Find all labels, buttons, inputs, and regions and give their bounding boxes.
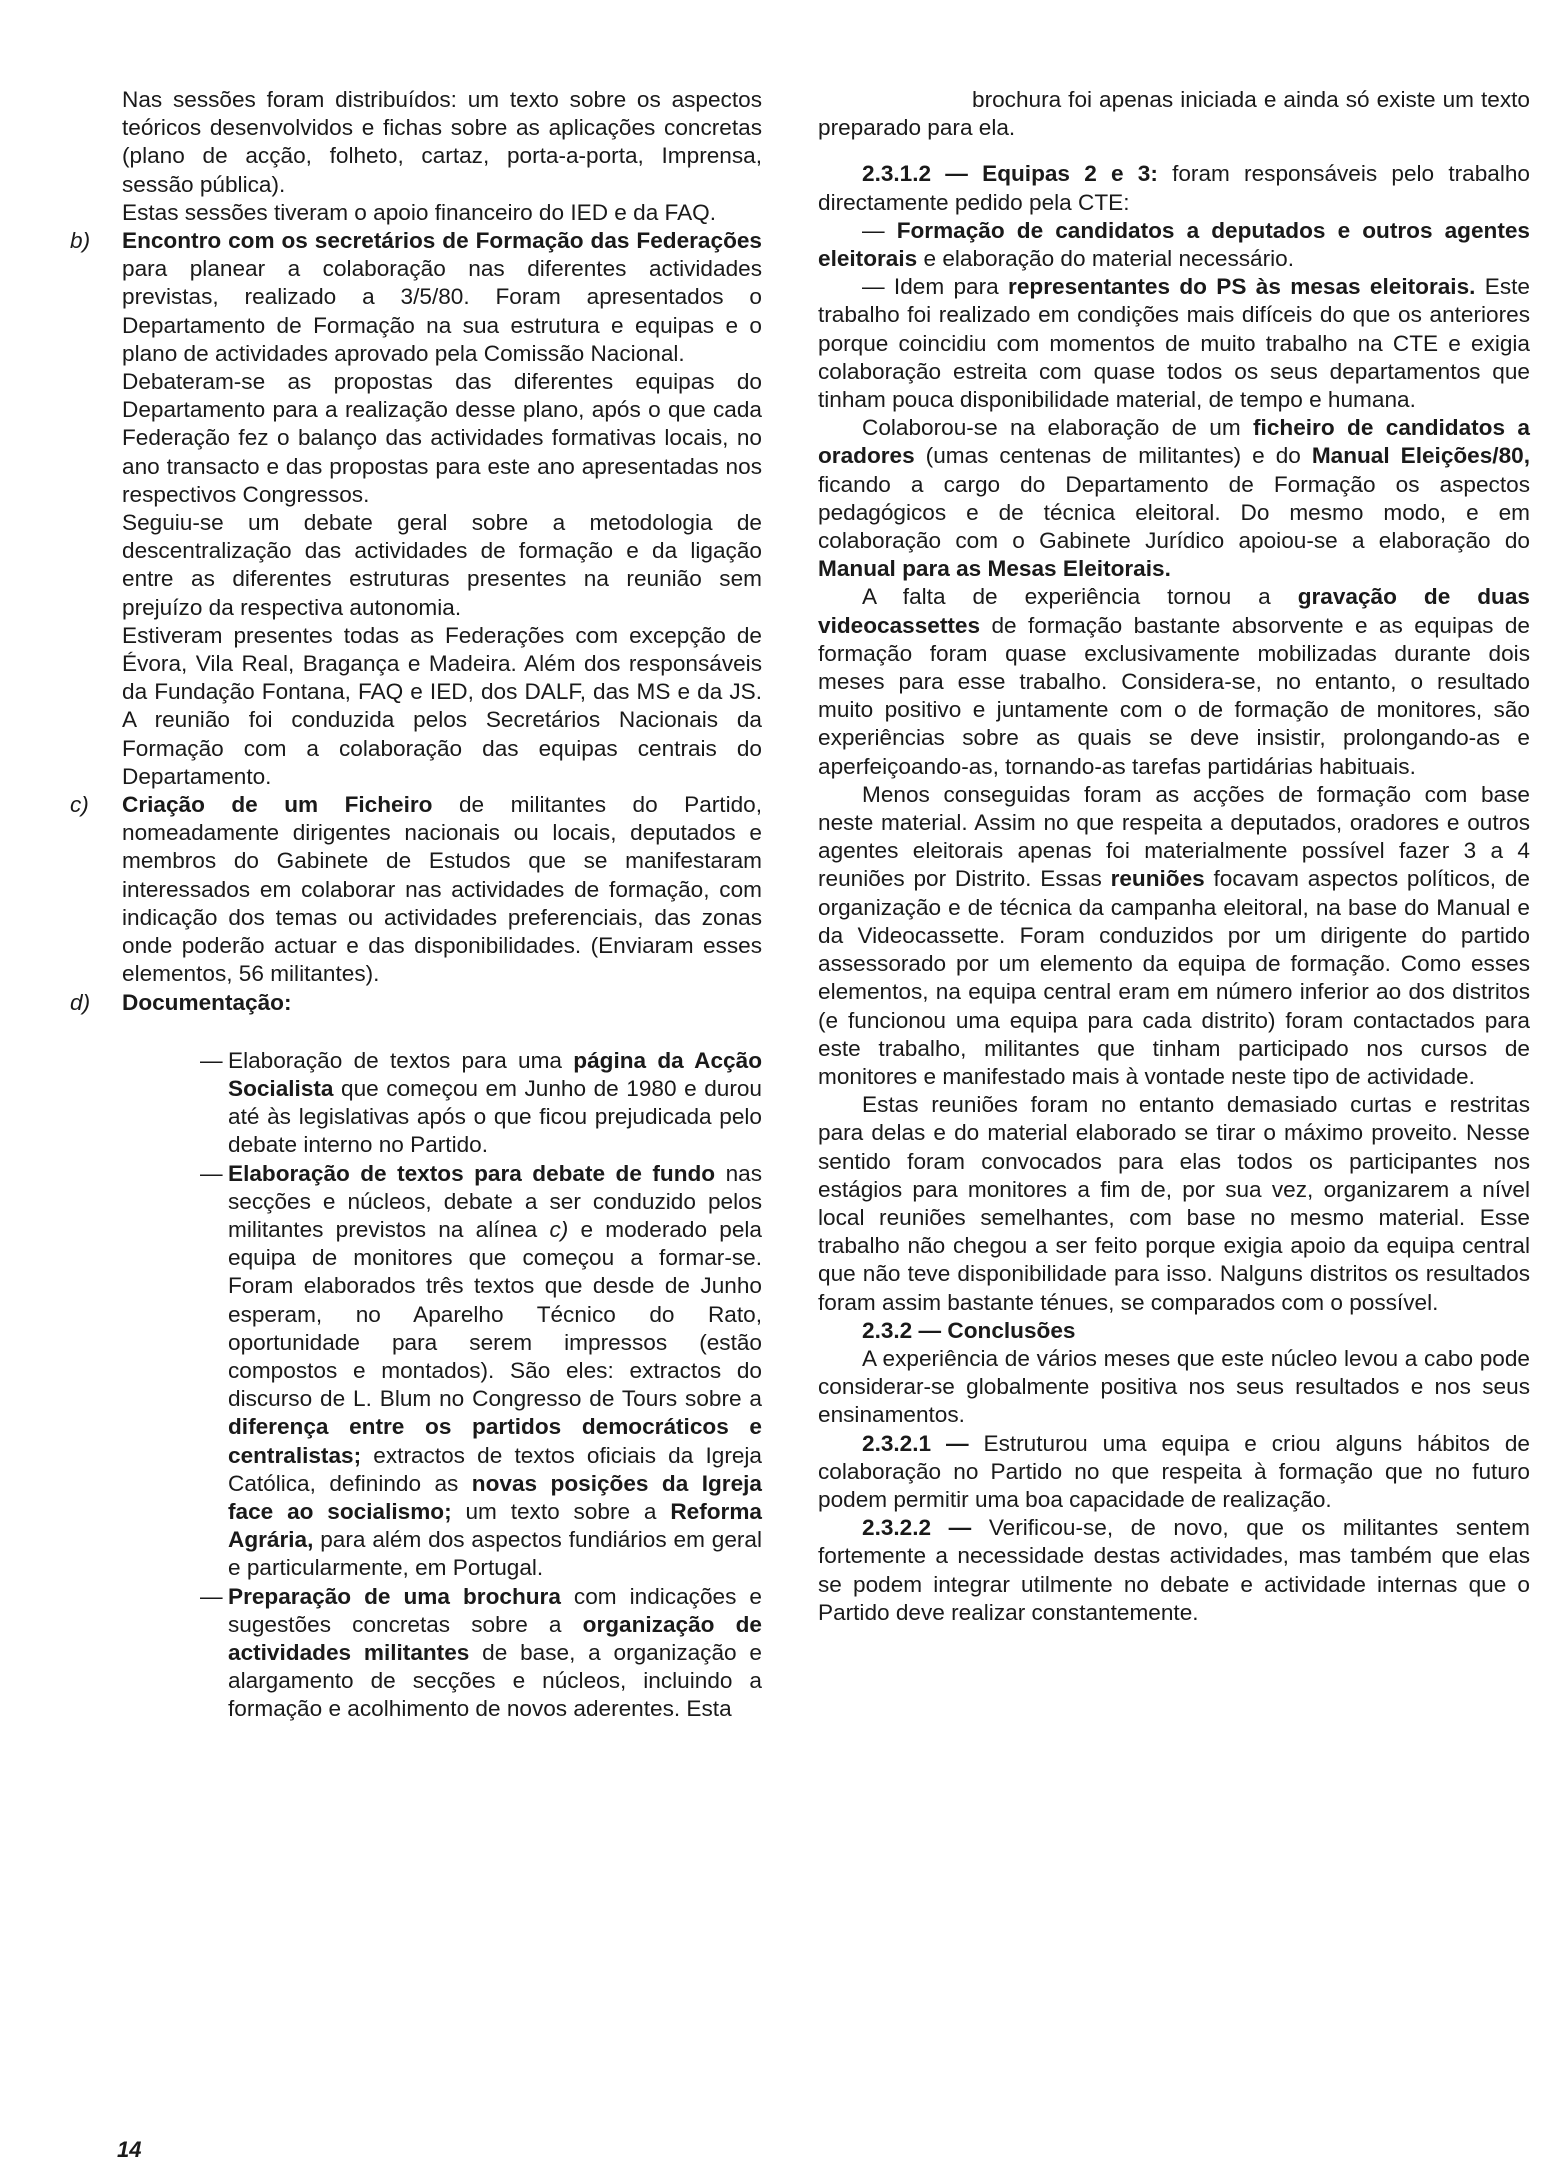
item-c-heading: Criação de um Ficheiro (122, 792, 433, 818)
doc1-text-c: que começou em Junho de 1980 e durou até às legislativas após o que ficou prejudicada pelo debate interno no Partido. (228, 1075, 762, 1158)
section-2312-item-2 (818, 273, 1530, 414)
item1-bold: Formação de candidatos a deputados e outros agentes eleitorais (818, 217, 1530, 272)
documentation-item-2 (200, 1160, 762, 1583)
item1-text: e elaboração do material necessário. (917, 246, 1294, 272)
section-2312 (818, 160, 1530, 216)
item2-text-c: Este trabalho foi realizado em condições mais difíceis do que os anteriores porque coincidiu com momentos de muito trabalho na CTE e exigia colaboração estreita com quase todos os seus departamentos que tinham pouca disponibilidade material, de tempo e humana. (818, 274, 1530, 413)
menos-c: focavam aspectos políticos, de organização e de técnica da campanha eleitoral, na base do Manual e da Videocassette. Foram conduzidos por um dirigente do partido assessorado por um elemento da equipa de formação. Como esses elementos, na equipa central eram em número inferior ao dos distritos (e funcionou uma equipa para cada distrito) foram contactados para este trabalho, militantes que tinham participado nos cursos de monitores e manifestado mais à vontade neste tipo de actividade. (818, 866, 1530, 1089)
falta-c: de formação bastante absorvente e as equipas de formação foram quase exclusivamente mobilizadas durante dois meses para esse trabalho. Considera-se, no entanto, o resultado muito positivo e juntamente com o de formação de monitores, são experiências sobre as quais se deve insistir, prolongando-as e aperfeiçoando-as, tornando-as tarefas partidárias habituais. (818, 612, 1530, 779)
doc2-text-c: nas secções e núcleos, debate a ser conduzido pelos militantes previstos na alínea (228, 1160, 762, 1242)
colab-f: Manual para as Mesas Eleitorais. (818, 556, 1171, 582)
doc1-text-a: Elaboração de textos para uma (228, 1047, 574, 1073)
section-2321 (818, 1430, 1530, 1515)
doc2-text-h: um texto sobre a (451, 1498, 671, 1524)
documentation-item-3 (200, 1583, 762, 1724)
item-c-text: de militantes do Partido, nomeadamente dirigentes nacionais ou locais, deputados e membros do Gabinete de Estudos que se manifestaram interessados em colaborar nas actividades de formação, com indicação dos temas ou actividades preferenciais, das zonas onde poderão actuar e das disponibilidades. (Enviaram esses elementos, 56 militantes). (122, 792, 763, 987)
doc3-bold-heading: Preparação de uma brochura (228, 1583, 561, 1609)
item-b-heading: Encontro com os secretários de Formação das Federações (122, 228, 762, 254)
menos-b: reuniões (1110, 866, 1205, 892)
colab-a: Colaborou-se na elaboração de um (862, 415, 1254, 441)
section-2321-text: Estruturou uma equipa e criou alguns hábitos de colaboração no Partido no que respeita à formação que no futuro podem permitir uma boa capacidade de realização. (818, 1430, 1531, 1512)
paragraph-colaborou (818, 414, 1530, 583)
right-column (818, 86, 1530, 1627)
item-c (70, 791, 763, 988)
section-2312-heading: 2.3.1.2 — Equipas 2 e 3: (862, 161, 1158, 187)
section-2322 (818, 1514, 1530, 1627)
item-b-text4: Estiveram presentes todas as Federações com excepção de Évora, Vila Real, Bragança e Madeira. Além dos responsáveis da Fundação Fontana, FAQ e IED, dos DALF, das MS e da JS. A reunião foi conduzida pelos Secretários Nacionais da Formação com a colaboração das equipas centrais do Departamento. (122, 622, 762, 789)
colab-c: (umas centenas de militantes) e do (914, 443, 1312, 469)
item-b-text2: Debateram-se as propostas das diferentes equipas do Departamento para a realização desse plano, após o que cada Federação fez o balanço das actividades formativas locais, no ano transacto e das propostas para este ano apresentadas nos respectivos Congressos. (122, 369, 762, 507)
falta-b: gravação de duas videocassettes (818, 584, 1530, 638)
section-2312-text: foram responsáveis pelo trabalho directamente pedido pela CTE: (818, 161, 1530, 215)
paragraph-estas: Estas reuniões foram no entanto demasiado curtas e restritas para delas e do material elaborado se tirar o máximo proveito. Nesse sentido foram convocados para elas todos os participantes nos estágios para monitores a fim de, por sua vez, organizarem a nível local reuniões semelhantes, com base no mesmo material. Esse trabalho não chegou a ser feito porque exigia apoio da equipa central que não teve disponibilidade para isso. Nalguns distritos os resultados foram assim bastante ténues, se comparados com o possível. (818, 1092, 1530, 1315)
page-number: 14 (117, 2137, 142, 2162)
dash-marker: — (200, 1583, 223, 1609)
item-d-label: d) (70, 989, 91, 1015)
doc3-bold-d: organização de actividades militantes (228, 1611, 762, 1665)
documentation-item-1 (200, 1047, 762, 1160)
paragraph-funding: Estas sessões tiveram o apoio financeiro do IED e da FAQ. (122, 199, 717, 225)
paragraph-sessions: Nas sessões foram distribuídos: um texto sobre os aspectos teóricos desenvolvidos e fichas sobre as aplicações concretas (plano de acção, folheto, cartaz, porta-a-porta, Imprensa, sessão pública). (122, 87, 762, 197)
item2-text-a: — Idem para (862, 274, 1009, 300)
colab-e: ficando a cargo do Departamento de Formação os aspectos pedagógicos e de técnica eleitoral. Do mesmo modo, e em colaboração com o Gabinete Jurídico apoiou-se a elaboração do (818, 471, 1530, 554)
section-2321-number: 2.3.2.1 — (862, 1430, 969, 1456)
colab-d: Manual Eleições/80, (1311, 443, 1530, 469)
doc3-text-c: com indicações e sugestões concretas sobre a (228, 1583, 762, 1637)
paragraph-falta (818, 583, 1530, 780)
left-column (70, 86, 763, 1724)
doc1-bold: página da Acção Socialista (228, 1047, 762, 1101)
item2-bold: representantes do PS às mesas eleitorais. (1008, 274, 1476, 300)
item-b-label: b) (70, 228, 91, 254)
doc2-bold-j: Reforma Agrária, (228, 1498, 762, 1553)
paragraph-menos (818, 781, 1530, 1091)
doc2-text-f: extractos de textos oficiais da Igreja Católica, definindo as (228, 1442, 762, 1496)
colab-b: ficheiro de candidatos a oradores (818, 415, 1530, 469)
dash-marker: — (200, 1160, 223, 1186)
section-2312-item-1 (818, 217, 1530, 273)
doc2-bold-g: novas posições da Igreja face ao socialismo; (228, 1470, 762, 1524)
section-2322-text: Verificou-se, de novo, que os militantes sentem fortemente a necessidade destas actividades, mas também que elas se podem integrar utilmente no debate e actividade internas que o Partido deve realizar constantemente. (818, 1515, 1531, 1625)
item-d-heading: Documentação: (122, 989, 292, 1015)
doc3-text-e: de base, a organização e alargamento de secções e núcleos, incluindo a formação e acolhimento de novos aderentes. Esta (228, 1639, 762, 1722)
brochure-continuation: brochura foi apenas iniciada e ainda só existe um texto preparado para ela. (818, 87, 1530, 141)
item-d (70, 989, 762, 1017)
doc2-text-k: para além dos aspectos fundiários em geral e particularmente, em Portugal. (228, 1527, 762, 1581)
falta-a: A falta de experiência tornou a (862, 584, 1298, 610)
item-b (70, 227, 762, 791)
dash-marker: — (200, 1047, 223, 1073)
item-b-text: para planear a colaboração nas diferentes actividades previstas, realizado a 3/5/80. Foram apresentados o Departamento de Formação na sua estrutura e equipas e o plano de actividades aprovado pela Comissão Nacional. (122, 256, 762, 366)
section-2322-number: 2.3.2.2 — (862, 1515, 972, 1541)
conclusoes-heading: 2.3.2 — Conclusões (862, 1317, 1076, 1343)
menos-a: Menos conseguidas foram as acções de formação com base neste material. Assim no que respeita a deputados, oradores e outros agentes eleitorais apenas foi materialmente possível fazer 3 a 4 reuniões por Distrito. Essas (818, 781, 1530, 892)
doc2-bold-e: diferença entre os partidos democráticos e centralistas; (228, 1414, 762, 1468)
section-232-heading (818, 1317, 1530, 1345)
doc2-ref: c) (549, 1216, 569, 1242)
dash-marker: — (862, 217, 897, 243)
item-c-label: c) (70, 792, 89, 818)
item-b-text3: Seguiu-se um debate geral sobre a metodologia de descentralização das actividades de formação e da ligação entre as diferentes estruturas presentes na reunião sem prejuízo da respectiva autonomia. (122, 510, 762, 620)
doc2-text-d: e moderado pela equipa de monitores que começou a formar-se. Foram elaborados três textos que desde de Junho esperam, no Aparelho Técnico do Rato, oportunidade para serem impressos (estão compostos e montados). São eles: extractos do discurso de L. Blum no Congresso de Tours sobre a (228, 1216, 762, 1412)
section-232-text: A experiência de vários meses que este núcleo levou a cabo pode considerar-se globalmente positiva nos seus resultados e nos seus ensinamentos. (818, 1345, 1530, 1428)
doc2-bold-heading: Elaboração de textos para debate de fundo (228, 1160, 716, 1186)
